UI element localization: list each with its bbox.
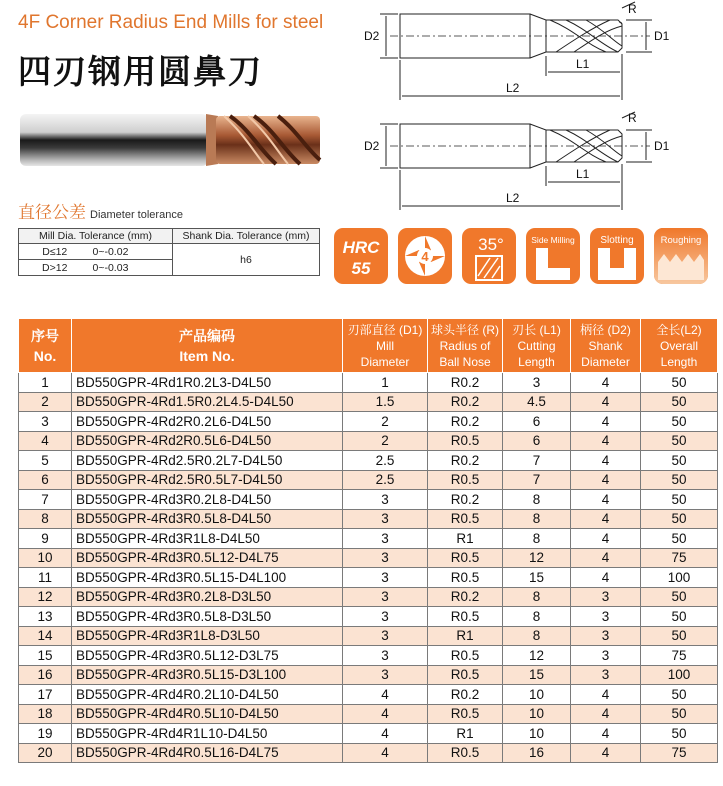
cell-item: BD550GPR-4Rd4R0.5L10-D4L50 [72,704,343,724]
tolerance-cond: D≤12 [19,244,91,260]
cell-d1: 3 [343,646,428,666]
cell-l1: 7 [503,451,571,471]
table-row [19,451,718,471]
cell-r: R0.5 [428,704,503,724]
cell-r: R0.5 [428,548,503,568]
cell-l2: 50 [641,509,718,529]
cell-d1: 4 [343,743,428,763]
table-row [19,665,718,685]
cell-item: BD550GPR-4Rd3R0.5L12-D3L75 [72,646,343,666]
hrc-label: HRC [342,238,380,257]
cell-d1: 4 [343,685,428,705]
cell-d2: 4 [571,568,641,588]
cell-no: 15 [19,646,72,666]
cell-item: BD550GPR-4Rd4R0.2L10-D4L50 [72,685,343,705]
cell-r: R0.2 [428,451,503,471]
product-table [18,318,718,763]
table-row [19,470,718,490]
cell-no: 10 [19,548,72,568]
cell-l2: 50 [641,392,718,412]
cell-d1: 3 [343,490,428,510]
cell-r: R0.5 [428,568,503,588]
cell-d2: 4 [571,724,641,744]
cell-d2: 4 [571,373,641,393]
table-row [19,704,718,724]
cell-l2: 100 [641,665,718,685]
cell-d1: 3 [343,626,428,646]
cell-no: 19 [19,724,72,744]
cell-no: 6 [19,470,72,490]
table-row [19,548,718,568]
cell-d1: 2.5 [343,470,428,490]
cell-r: R0.5 [428,470,503,490]
cell-item: BD550GPR-4Rd3R0.5L12-D4L75 [72,548,343,568]
table-row [19,509,718,529]
col-header-l1: 刃长 (L1) Cutting Length [503,319,571,373]
cell-d2: 4 [571,529,641,549]
col-header-d1: 刃部直径 (D1) Mill Diameter [343,319,428,373]
cell-d2: 3 [571,646,641,666]
cell-l1: 10 [503,685,571,705]
cell-l2: 50 [641,626,718,646]
cell-d1: 3 [343,529,428,549]
feature-badges [334,228,714,284]
cell-d1: 3 [343,665,428,685]
cell-r: R0.5 [428,743,503,763]
cell-l2: 50 [641,470,718,490]
tolerance-heading [18,198,183,223]
slotting-badge [590,228,644,284]
col-header-l2: 全长(L2) Overall Length [641,319,718,373]
cell-r: R0.2 [428,490,503,510]
cell-l1: 8 [503,529,571,549]
cell-l2: 50 [641,431,718,451]
table-header-row [19,319,718,373]
cell-item: BD550GPR-4Rd3R0.5L15-D4L100 [72,568,343,588]
label-d2-bottom: D2 [364,139,380,153]
cell-item: BD550GPR-4Rd3R0.5L8-D4L50 [72,509,343,529]
cell-no: 18 [19,704,72,724]
label-r-top: R [628,2,637,16]
cell-d1: 2 [343,431,428,451]
cell-no: 2 [19,392,72,412]
hrc-badge [334,228,388,284]
table-row [19,607,718,627]
cell-d1: 2.5 [343,451,428,471]
cell-r: R0.5 [428,646,503,666]
cell-l1: 6 [503,431,571,451]
table-row [19,646,718,666]
cell-d2: 4 [571,431,641,451]
cell-l2: 50 [641,607,718,627]
cell-l1: 15 [503,665,571,685]
cell-l1: 3 [503,373,571,393]
cell-l1: 8 [503,490,571,510]
cell-l1: 4.5 [503,392,571,412]
cell-d1: 1 [343,373,428,393]
cell-l1: 8 [503,626,571,646]
cell-item: BD550GPR-4Rd1.5R0.2L4.5-D4L50 [72,392,343,412]
cell-no: 17 [19,685,72,705]
table-row [19,685,718,705]
cell-d2: 4 [571,451,641,471]
cell-d2: 4 [571,548,641,568]
table-row [19,568,718,588]
cell-d2: 4 [571,490,641,510]
cell-l1: 10 [503,704,571,724]
cell-d1: 3 [343,568,428,588]
cell-no: 20 [19,743,72,763]
cell-item: BD550GPR-4Rd3R1L8-D3L50 [72,626,343,646]
cell-l1: 12 [503,548,571,568]
cell-no: 1 [19,373,72,393]
cell-no: 9 [19,529,72,549]
flutes-count: 4 [421,249,429,264]
table-row [19,392,718,412]
cell-item: BD550GPR-4Rd1R0.2L3-D4L50 [72,373,343,393]
table-row [19,626,718,646]
tolerance-heading-en: Diameter tolerance [90,209,183,221]
table-row [19,587,718,607]
tolerance-cond: D>12 [19,260,91,276]
cell-l1: 10 [503,724,571,744]
label-d2-top: D2 [364,29,380,43]
cell-d1: 3 [343,548,428,568]
cell-l1: 16 [503,743,571,763]
cell-l1: 8 [503,587,571,607]
col-header-item: 产品编码 Item No. [72,319,343,373]
table-row [19,529,718,549]
cell-l2: 50 [641,451,718,471]
flutes-badge [398,228,452,284]
label-r-bottom: R [628,111,637,125]
cell-l1: 8 [503,607,571,627]
table-row [19,490,718,510]
product-rows [19,373,718,763]
cell-d1: 4 [343,704,428,724]
cell-r: R0.2 [428,587,503,607]
roughing-badge [654,228,708,284]
title-chinese: 四刃钢用圆鼻刀 [18,52,263,91]
label-d1-bottom: D1 [654,139,670,153]
cell-l2: 75 [641,548,718,568]
cell-r: R0.5 [428,607,503,627]
cell-r: R0.5 [428,431,503,451]
cell-l2: 50 [641,724,718,744]
cell-d1: 2 [343,412,428,432]
cell-r: R0.2 [428,412,503,432]
cell-no: 3 [19,412,72,432]
helix-angle-badge [462,228,516,284]
cell-d1: 1.5 [343,392,428,412]
cell-d2: 3 [571,607,641,627]
cell-d1: 3 [343,509,428,529]
cell-no: 8 [19,509,72,529]
cell-r: R0.5 [428,665,503,685]
cell-l2: 75 [641,743,718,763]
cell-l2: 50 [641,587,718,607]
cell-item: BD550GPR-4Rd3R0.2L8-D4L50 [72,490,343,510]
end-mill-photo [18,110,324,170]
cell-d2: 4 [571,470,641,490]
cell-no: 4 [19,431,72,451]
table-row [19,412,718,432]
cell-no: 7 [19,490,72,510]
technical-drawing [360,0,723,215]
cell-r: R1 [428,626,503,646]
cell-l1: 8 [503,509,571,529]
side-milling-badge [526,228,580,284]
cell-item: BD550GPR-4Rd3R0.5L8-D3L50 [72,607,343,627]
table-row [19,431,718,451]
cell-d2: 4 [571,685,641,705]
cell-l2: 50 [641,685,718,705]
helix-angle-value: 35° [478,235,504,254]
cell-item: BD550GPR-4Rd2.5R0.5L7-D4L50 [72,470,343,490]
table-row [19,373,718,393]
table-row [19,724,718,744]
cell-r: R1 [428,724,503,744]
cell-l2: 100 [641,568,718,588]
tolerance-table [18,228,320,276]
cell-d2: 3 [571,626,641,646]
cell-item: BD550GPR-4Rd4R0.5L16-D4L75 [72,743,343,763]
cell-r: R0.2 [428,373,503,393]
cell-d2: 3 [571,665,641,685]
cell-d1: 3 [343,607,428,627]
cell-r: R0.2 [428,392,503,412]
cell-item: BD550GPR-4Rd2R0.2L6-D4L50 [72,412,343,432]
tolerance-heading-cn: 直径公差 [18,203,86,223]
side-milling-label: Side Milling [531,235,575,245]
col-header-d2: 柄径 (D2) Shank Diameter [571,319,641,373]
cell-l2: 50 [641,529,718,549]
cell-l2: 50 [641,704,718,724]
cell-d2: 4 [571,509,641,529]
roughing-label: Roughing [660,235,702,246]
col-header-r: 球头半径 (R) Radius of Ball Nose [428,319,503,373]
cell-r: R1 [428,529,503,549]
cell-item: BD550GPR-4Rd3R0.5L15-D3L100 [72,665,343,685]
cell-l1: 12 [503,646,571,666]
cell-d1: 3 [343,587,428,607]
cell-item: BD550GPR-4Rd2.5R0.2L7-D4L50 [72,451,343,471]
cell-d2: 4 [571,704,641,724]
cell-d2: 3 [571,587,641,607]
cell-d2: 4 [571,392,641,412]
cell-item: BD550GPR-4Rd4R1L10-D4L50 [72,724,343,744]
cell-l1: 15 [503,568,571,588]
col-header-no: 序号 No. [19,319,72,373]
hrc-value: 55 [351,259,371,278]
cell-l1: 6 [503,412,571,432]
tolerance-col2-header: Shank Dia. Tolerance (mm) [173,229,320,244]
cell-r: R0.2 [428,685,503,705]
label-l1-bottom: L1 [576,167,590,181]
tolerance-value: 0~-0.02 [91,244,173,260]
cell-l2: 50 [641,490,718,510]
cell-item: BD550GPR-4Rd3R1L8-D4L50 [72,529,343,549]
cell-item: BD550GPR-4Rd2R0.5L6-D4L50 [72,431,343,451]
table-row [19,743,718,763]
tolerance-col1-header: Mill Dia. Tolerance (mm) [19,229,173,244]
cell-no: 11 [19,568,72,588]
label-l2-top: L2 [506,81,520,95]
cell-no: 14 [19,626,72,646]
label-l1-top: L1 [576,57,590,71]
cell-no: 12 [19,587,72,607]
cell-r: R0.5 [428,509,503,529]
cell-item: BD550GPR-4Rd3R0.2L8-D3L50 [72,587,343,607]
label-l2-bottom: L2 [506,191,520,205]
title-english: 4F Corner Radius End Mills for steel [18,12,324,33]
label-d1-top: D1 [654,29,670,43]
cell-l1: 7 [503,470,571,490]
cell-l2: 75 [641,646,718,666]
cell-no: 5 [19,451,72,471]
cell-d2: 4 [571,743,641,763]
shank-tolerance-value: h6 [173,244,320,276]
cell-no: 16 [19,665,72,685]
cell-d1: 4 [343,724,428,744]
tolerance-value: 0~-0.03 [91,260,173,276]
cell-l2: 50 [641,412,718,432]
slotting-label: Slotting [600,235,634,246]
cell-d2: 4 [571,412,641,432]
cell-no: 13 [19,607,72,627]
cell-l2: 50 [641,373,718,393]
